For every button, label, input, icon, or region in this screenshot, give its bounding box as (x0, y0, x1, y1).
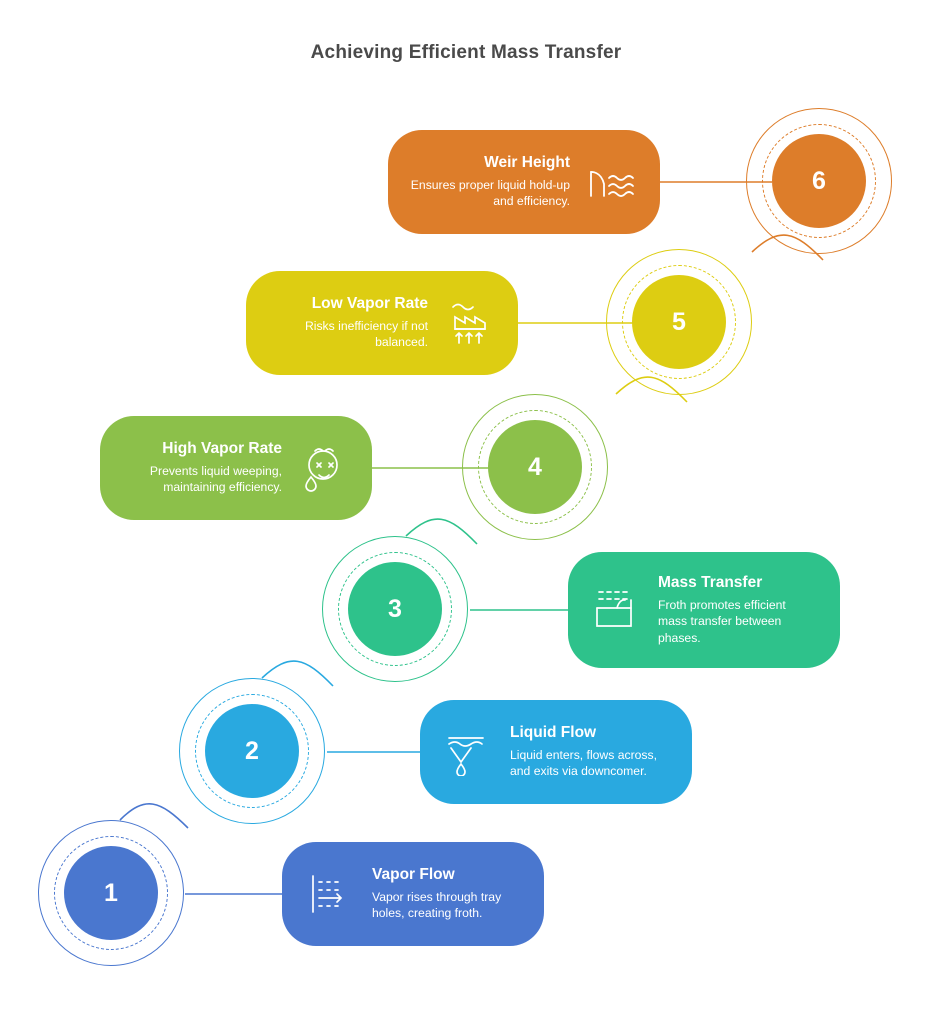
weir-wave-icon (584, 155, 638, 209)
card-description: Risks inefficiency if not balanced. (304, 318, 428, 350)
card-text (122, 440, 282, 496)
step-number: 3 (388, 594, 402, 623)
page-title: Achieving Efficient Mass Transfer (310, 42, 622, 63)
step-number: 4 (528, 452, 542, 481)
card-title: Mass Transfer (658, 573, 763, 591)
node-circle (205, 704, 299, 798)
card-title: Low Vapor Rate (311, 295, 428, 313)
node-circle (488, 420, 582, 514)
step-number: 6 (812, 166, 826, 195)
froth-tray-icon (590, 583, 644, 637)
vapor-rising-icon (304, 867, 358, 921)
step-number: 5 (672, 307, 686, 336)
card-title: Liquid Flow (510, 724, 597, 742)
card-text (372, 866, 522, 922)
card-description: Liquid enters, flows across, and exits via downcomer. (510, 747, 657, 779)
step-node-3[interactable] (322, 536, 470, 684)
node-circle (348, 562, 442, 656)
node-circle (772, 134, 866, 228)
card-text (510, 724, 670, 780)
step-node-1[interactable] (38, 820, 186, 968)
card-text (268, 295, 428, 351)
card-description: Froth promotes efficient mass transfer between phases. (658, 597, 786, 645)
card-description: Vapor rises through tray holes, creating froth. (372, 889, 502, 921)
card-text (658, 574, 818, 646)
card-title: Vapor Flow (372, 866, 455, 884)
card-title: Weir Height (484, 154, 570, 172)
sweating-face-icon (296, 441, 350, 495)
step-card-4[interactable] (100, 416, 372, 520)
step-node-6[interactable] (746, 108, 894, 256)
step-card-2[interactable] (420, 700, 692, 804)
step-node-2[interactable] (179, 678, 327, 826)
step-number: 2 (245, 736, 259, 765)
card-description: Ensures proper liquid hold-up and efficiency. (410, 177, 570, 209)
factory-arrows-icon (442, 296, 496, 350)
step-card-5[interactable] (246, 271, 518, 375)
step-card-6[interactable] (388, 130, 660, 234)
liquid-droplet-icon (442, 725, 496, 779)
step-card-1[interactable] (282, 842, 544, 946)
node-circle (632, 275, 726, 369)
card-title: High Vapor Rate (162, 440, 282, 458)
step-node-4[interactable] (462, 394, 610, 542)
card-description: Prevents liquid weeping, maintaining efficiency. (149, 463, 282, 495)
step-number: 1 (104, 878, 118, 907)
card-text (410, 154, 570, 210)
step-card-3[interactable] (568, 552, 840, 668)
node-circle (64, 846, 158, 940)
step-node-5[interactable] (606, 249, 754, 397)
